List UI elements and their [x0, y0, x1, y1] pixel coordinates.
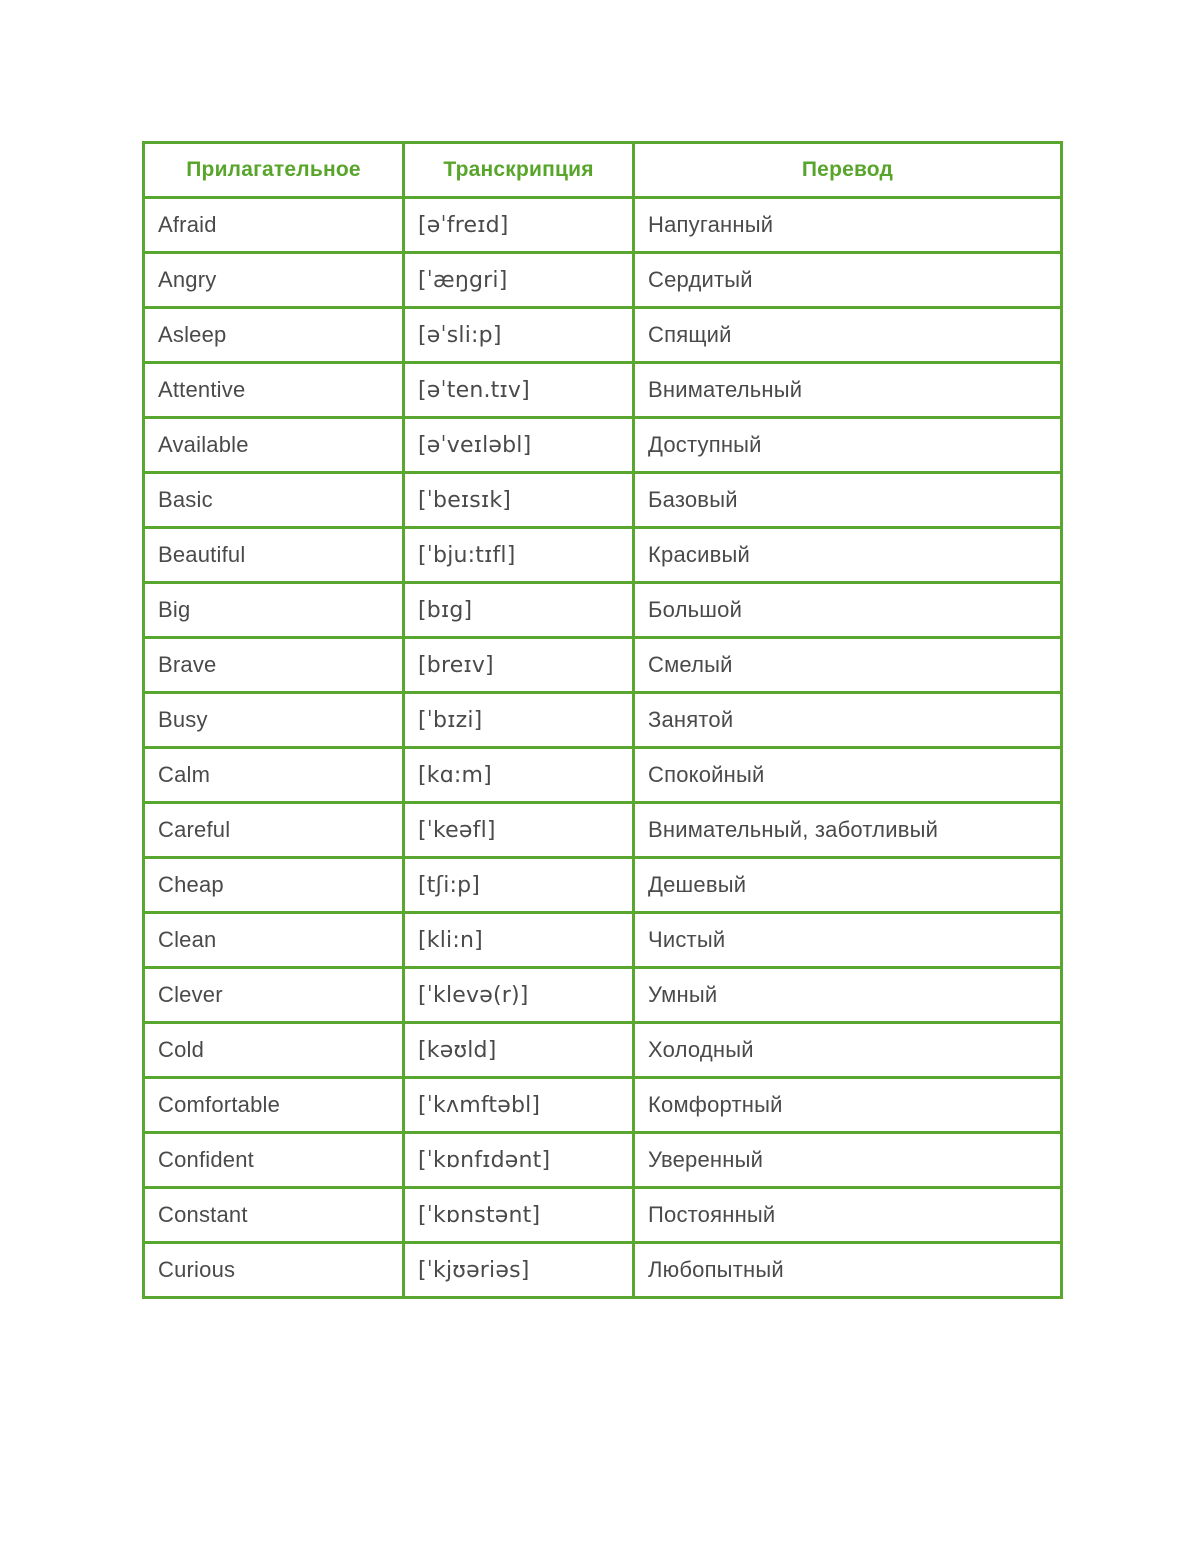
- table-row: [144, 1078, 1062, 1133]
- transcription-cell: [əˈsli:p]: [404, 308, 634, 363]
- header-transcription: Транскрипция: [404, 143, 634, 198]
- table-row: [144, 1188, 1062, 1243]
- table-row: [144, 528, 1062, 583]
- translation-cell: Смелый: [634, 638, 1062, 693]
- adjective-cell: Brave: [144, 638, 404, 693]
- adjective-cell: Clean: [144, 913, 404, 968]
- transcription-cell: [ˈbɪzi]: [404, 693, 634, 748]
- transcription-cell: [tʃi:p]: [404, 858, 634, 913]
- transcription-cell: [ˈkɒnfɪdənt]: [404, 1133, 634, 1188]
- table-header-row: [144, 143, 1062, 198]
- translation-cell: Дешевый: [634, 858, 1062, 913]
- translation-cell: Умный: [634, 968, 1062, 1023]
- translation-cell: Спящий: [634, 308, 1062, 363]
- adjective-cell: Comfortable: [144, 1078, 404, 1133]
- adjective-cell: Basic: [144, 473, 404, 528]
- translation-cell: Любопытный: [634, 1243, 1062, 1298]
- adjective-cell: Afraid: [144, 198, 404, 253]
- translation-cell: Холодный: [634, 1023, 1062, 1078]
- transcription-cell: [ˈkʌmftəbl]: [404, 1078, 634, 1133]
- adjective-cell: Busy: [144, 693, 404, 748]
- adjective-cell: Confident: [144, 1133, 404, 1188]
- transcription-cell: [bɪg]: [404, 583, 634, 638]
- adjective-cell: Calm: [144, 748, 404, 803]
- table-row: [144, 198, 1062, 253]
- translation-cell: Внимательный, заботливый: [634, 803, 1062, 858]
- translation-cell: Занятой: [634, 693, 1062, 748]
- table-row: [144, 473, 1062, 528]
- header-adjective: Прилагательное: [144, 143, 404, 198]
- table-row: [144, 693, 1062, 748]
- transcription-cell: [ˈbeɪsɪk]: [404, 473, 634, 528]
- adjective-cell: Available: [144, 418, 404, 473]
- transcription-cell: [kəʊld]: [404, 1023, 634, 1078]
- transcription-cell: [əˈveɪləbl]: [404, 418, 634, 473]
- transcription-cell: [əˈten.tɪv]: [404, 363, 634, 418]
- table-row: [144, 913, 1062, 968]
- translation-cell: Спокойный: [634, 748, 1062, 803]
- table-row: [144, 1133, 1062, 1188]
- table-row: [144, 583, 1062, 638]
- table-row: [144, 1243, 1062, 1298]
- translation-cell: Чистый: [634, 913, 1062, 968]
- table-row: [144, 308, 1062, 363]
- adjective-cell: Cheap: [144, 858, 404, 913]
- transcription-cell: [breɪv]: [404, 638, 634, 693]
- translation-cell: Доступный: [634, 418, 1062, 473]
- table-row: [144, 1023, 1062, 1078]
- translation-cell: Большой: [634, 583, 1062, 638]
- table-row: [144, 968, 1062, 1023]
- table-row: [144, 748, 1062, 803]
- adjective-cell: Cold: [144, 1023, 404, 1078]
- translation-cell: Комфортный: [634, 1078, 1062, 1133]
- header-translation: Перевод: [634, 143, 1062, 198]
- adjective-cell: Angry: [144, 253, 404, 308]
- adjective-cell: Asleep: [144, 308, 404, 363]
- vocabulary-table: [142, 141, 1063, 1299]
- transcription-cell: [ˈæŋgri]: [404, 253, 634, 308]
- transcription-cell: [ˈkeəfl]: [404, 803, 634, 858]
- table-row: [144, 418, 1062, 473]
- translation-cell: Постоянный: [634, 1188, 1062, 1243]
- transcription-cell: [ˈkjʊəriəs]: [404, 1243, 634, 1298]
- table-row: [144, 638, 1062, 693]
- transcription-cell: [ˈklevə(r)]: [404, 968, 634, 1023]
- translation-cell: Уверенный: [634, 1133, 1062, 1188]
- table-row: [144, 803, 1062, 858]
- table-row: [144, 363, 1062, 418]
- transcription-cell: [ˈbju:tɪfl]: [404, 528, 634, 583]
- translation-cell: Напуганный: [634, 198, 1062, 253]
- transcription-cell: [ˈkɒnstənt]: [404, 1188, 634, 1243]
- table-row: [144, 858, 1062, 913]
- adjective-cell: Big: [144, 583, 404, 638]
- translation-cell: Сердитый: [634, 253, 1062, 308]
- translation-cell: Внимательный: [634, 363, 1062, 418]
- adjective-cell: Careful: [144, 803, 404, 858]
- adjective-cell: Clever: [144, 968, 404, 1023]
- adjective-cell: Constant: [144, 1188, 404, 1243]
- transcription-cell: [əˈfreɪd]: [404, 198, 634, 253]
- transcription-cell: [kɑ:m]: [404, 748, 634, 803]
- adjective-cell: Beautiful: [144, 528, 404, 583]
- adjective-cell: Curious: [144, 1243, 404, 1298]
- translation-cell: Красивый: [634, 528, 1062, 583]
- transcription-cell: [kli:n]: [404, 913, 634, 968]
- translation-cell: Базовый: [634, 473, 1062, 528]
- table-body: [144, 198, 1062, 1298]
- table-row: [144, 253, 1062, 308]
- adjective-cell: Attentive: [144, 363, 404, 418]
